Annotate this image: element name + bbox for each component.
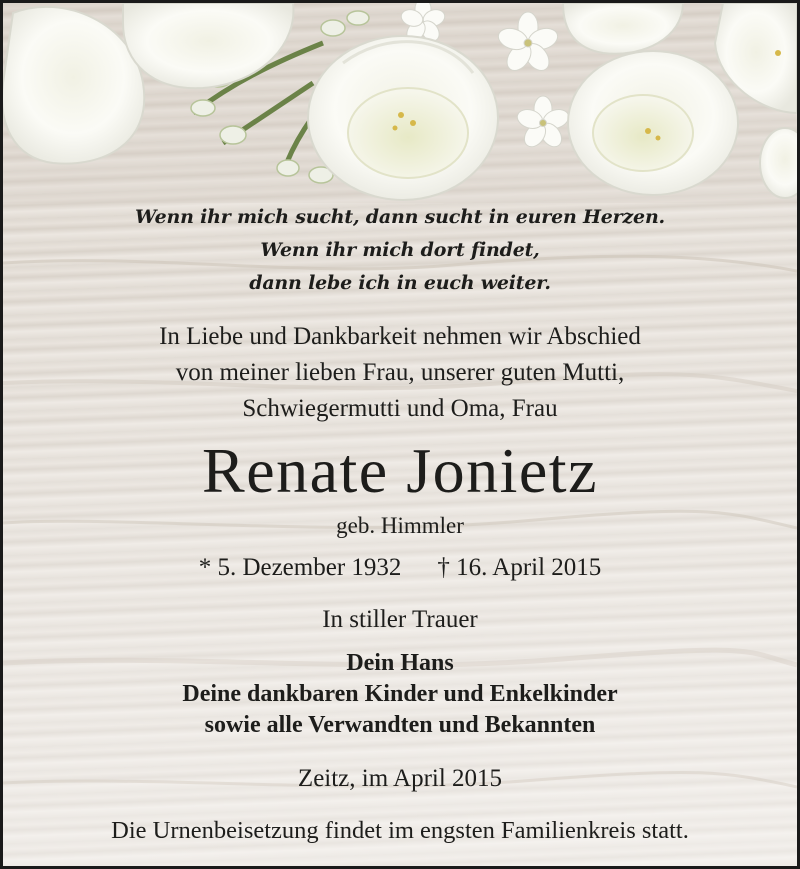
deceased-name: Renate Jonietz bbox=[202, 435, 598, 506]
quote-line: Wenn ihr mich sucht, dann sucht in euren Herzen. bbox=[135, 206, 665, 228]
white-tulips-icon bbox=[3, 3, 797, 203]
intro-line: Schwiegermutti und Oma, Frau bbox=[242, 395, 558, 422]
mourner-line: Deine dankbaren Kinder und Enkelkinder bbox=[182, 681, 618, 707]
quote-line: dann lebe ich in euch weiter. bbox=[249, 272, 551, 294]
death-date: † 16. April 2015 bbox=[437, 554, 602, 581]
mourners-list bbox=[3, 648, 797, 741]
quote-line: Wenn ihr mich dort findet, bbox=[260, 239, 540, 261]
intro-line: In Liebe und Dankbarkeit nehmen wir Abschied bbox=[159, 323, 641, 350]
burial-note: Die Urnenbeisetzung findet im engsten Familienkreis statt. bbox=[111, 817, 689, 844]
birth-date: * 5. Dezember 1932 bbox=[198, 554, 402, 581]
mourner-line: sowie alle Verwandten und Bekannten bbox=[204, 712, 596, 738]
mourning-heading: In stiller Trauer bbox=[322, 606, 478, 633]
place-and-date: Zeitz, im April 2015 bbox=[297, 765, 503, 792]
birth-name: geb. Himmler bbox=[336, 513, 464, 538]
life-dates bbox=[3, 552, 797, 584]
memorial-quote bbox=[3, 201, 797, 300]
intro-line: von meiner lieben Frau, unserer guten Mutti, bbox=[175, 359, 625, 386]
mourner-line: Dein Hans bbox=[346, 650, 454, 676]
farewell-intro bbox=[3, 319, 797, 427]
